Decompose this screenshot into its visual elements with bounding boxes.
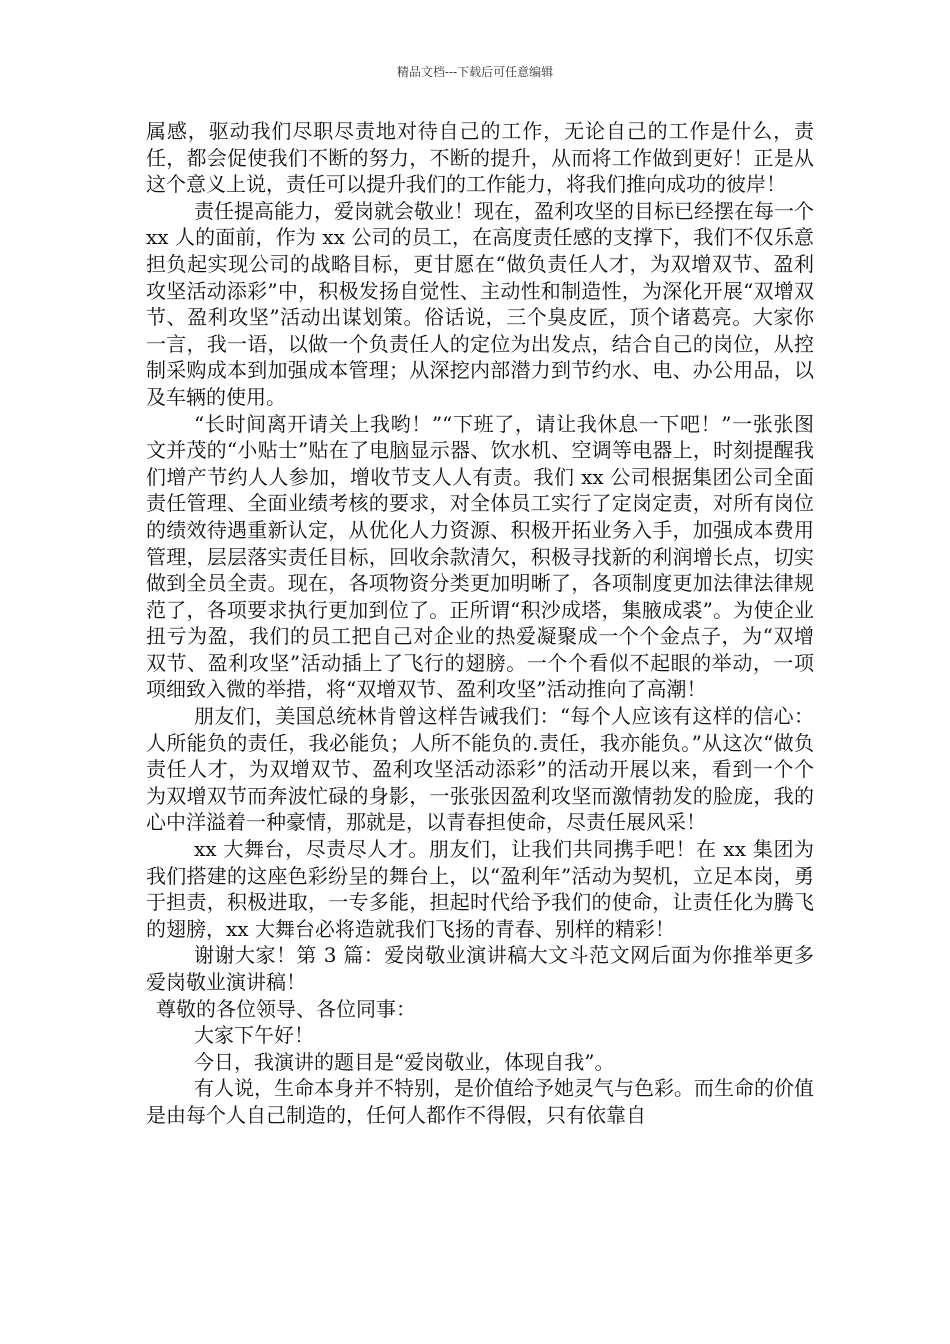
paragraph-salutation: 尊敬的各位领导、各位同事： — [156, 996, 416, 1021]
paragraph-responsibility-ability: 责任提高能力，爱岗就会敬业！现在，盈利攻坚的目标已经摆在每一个 xx 人的面前，作为 xx 公司的员工，在高度责任感的支撑下，我们不仅乐意担负起实现公司的战略目标，更甘愿在“做负责任人才，为双增双节、盈利攻坚活动添彩”中，积极发扬自觉性、主动性和制造性，为深化开展“双增双节、盈利攻坚”活动出谋划策。俗话说，三个臭皮匠，顶个诸葛亮。大家你一言，我一语，以做一个负责任人的定位为出发点，结合自己的岗位，从控制采购成本到加强成本管理；从深挖内部潜力到节约水、电、办公用品，以及车辆的使用。 — [146, 198, 814, 409]
paragraph-life-value: 有人说，生命本身并不特别，是价值给予她灵气与色彩。而生命的价值是由每个人自己制造的，任何人都作不得假，只有依靠自 — [146, 1076, 814, 1127]
paragraph-thanks: 谢谢大家！第 3 篇：爱岗敬业演讲稿大文斗范文网后面为你推举更多爱岗敬业演讲稿！ — [146, 943, 814, 994]
paragraph-big-stage: xx 大舞台，尽责尽人才。朋友们，让我们共同携手吧！在 xx 集团为我们搭建的这座色彩纷呈的舞台上，以“盈利年”活动为契机，立足本岗，勇于担责，积极进取，一专多能，担起时代给予我们的使命，让责任化为腾飞的翅膀，xx 大舞台必将造就我们飞扬的青春、别样的精彩！ — [146, 837, 814, 941]
document-body — [146, 118, 814, 1129]
paragraph-greeting: 大家下午好！ — [194, 1023, 314, 1048]
paragraph-speech-title: 今日，我演讲的题目是“爱岗敬业，体现自我”。 — [194, 1049, 615, 1074]
paragraph-tips-stickers: “长时间离开请关上我哟！”“下班了，请让我休息一下吧！”一张张图文并茂的“小贴士”贴在了电脑显示器、饮水机、空调等电器上，时刻提醒我们增产节约人人参加，增收节支人人有责。我们 xx 公司根据集团公司全面责任管理、全面业绩考核的要求，对全体员工实行了定岗定责，对所有岗位的绩效待遇重新认定，从优化人力资源、积极开拓业务入手，加强成本费用管理，层层落实责任目标，回收余款清欠，积极寻找新的利润增长点，切实做到全员全责。现在，各项物资分类更加明晰了，各项制度更加法律法律规范了，各项要求执行更加到位了。正所谓“积沙成塔，集腋成裘”。为使企业扭亏为盈，我们的员工把自己对企业的热爱凝聚成一个个金点子，为“双增双节、盈利攻坚”活动插上了飞行的翅膀。一个个看似不起眼的举动，一项项细致入微的举措，将“双增双节、盈利攻坚”活动推向了高潮！ — [146, 411, 814, 702]
paragraph-lincoln-quote: 朋友们，美国总统林肯曾这样告诫我们：“每个人应该有这样的信心：人所能负的责任，我必能负；人所不能负的.责任，我亦能负。”从这次“做负责任人才，为双增双节、盈利攻坚活动添彩”的活动开展以来，看到一个个为双增双节而奔波忙碌的身影，一张张因盈利攻坚而激情勃发的脸庞，我的心中洋溢着一种豪情，那就是，以青春担使命，尽责任展风采！ — [146, 704, 814, 835]
page-header: 精品文档---下载后可任意编辑 — [396, 65, 554, 79]
paragraph-continuation: 属感，驱动我们尽职尽责地对待自己的工作，无论自己的工作是什么，责任，都会促使我们不断的努力，不断的提升，从而将工作做到更好！正是从这个意义上说，责任可以提升我们的工作能力，将我们推向成功的彼岸！ — [146, 119, 814, 197]
